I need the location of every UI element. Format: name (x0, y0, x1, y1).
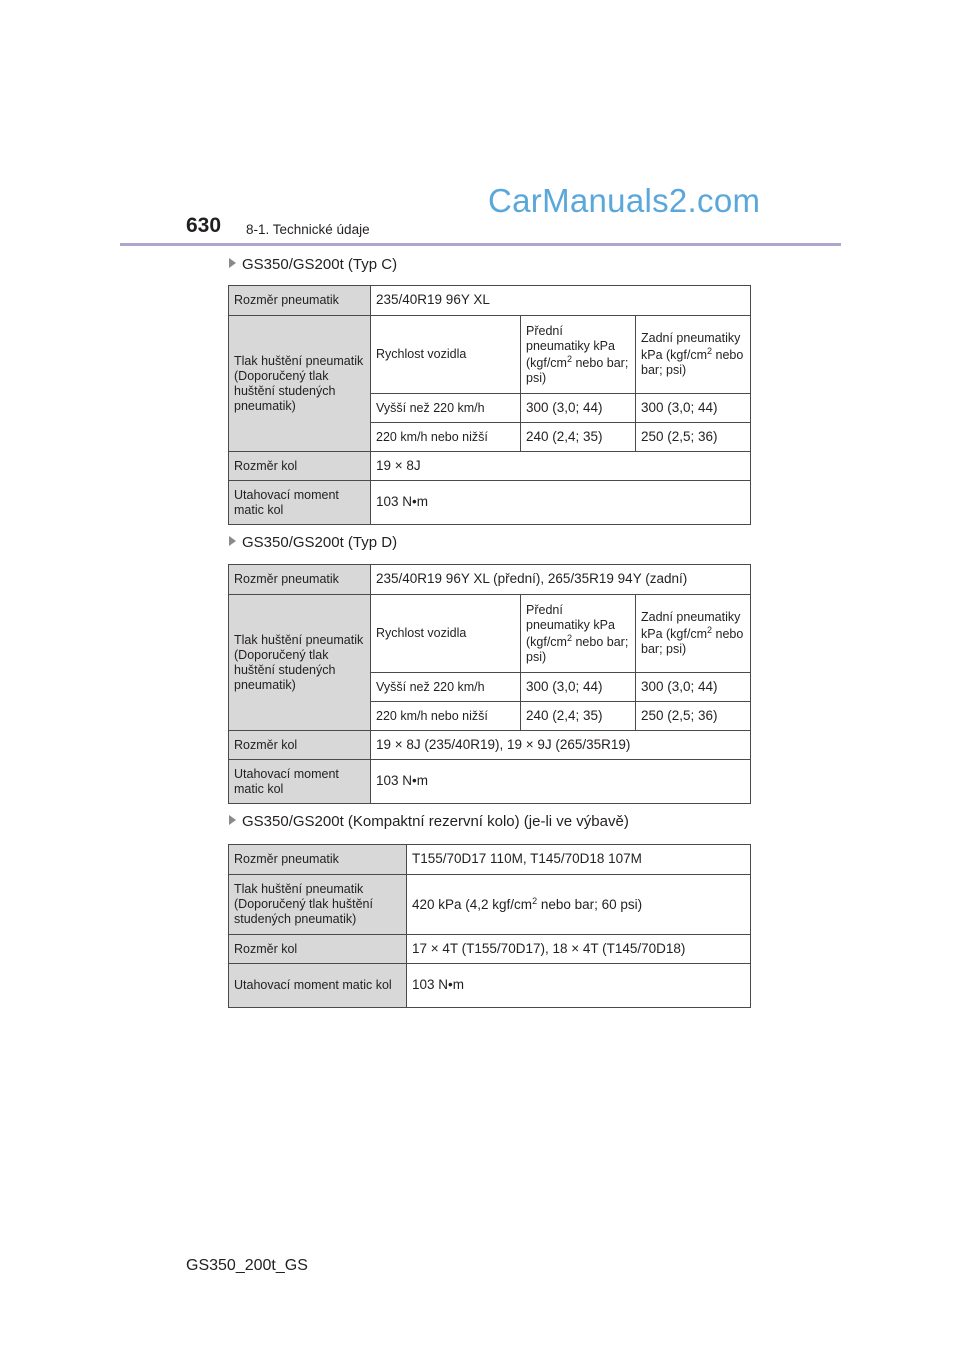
wheel-size-label: Rozměr kol (229, 935, 407, 964)
subheading-text: GS350/GS200t (Typ D) (242, 534, 398, 551)
footer-code: GS350_200t_GS (186, 1257, 308, 1274)
speed-cell: Vyšší než 220 km/h (371, 673, 521, 702)
wheel-size-value: 19 × 8J (371, 452, 751, 481)
torque-value: 103 N•m (371, 481, 751, 525)
table-row (229, 845, 751, 875)
rear-pressure-cell: 300 (3,0; 44) (636, 394, 751, 423)
tire-size-label: Rozměr pneumatik (229, 845, 407, 875)
rear-header: Zadní pneumatiky kPa ($kgf/cm^2$ nebo bar; psi) (636, 316, 751, 394)
subheading-spare (229, 813, 629, 830)
tire-size-value: T155/70D17 110M, T145/70D18 107M (407, 845, 751, 875)
wheel-size-value: 17 × 4T (T155/70D17), 18 × 4T (T145/70D18) (407, 935, 751, 964)
arrow-right-icon (229, 815, 236, 825)
watermark: CarManuals2.com (488, 182, 761, 219)
arrow-right-icon (229, 536, 236, 546)
table-row (229, 760, 751, 804)
table-typ-c (228, 285, 751, 525)
pressure-value: 420 kPa (4,2 kgf/$cm^2$ nebo bar; 60 psi) (407, 875, 751, 935)
table-row (229, 286, 751, 316)
pressure-label: Tlak huštění pneumatik (Doporučený tlak huštění studených pneumatik) (229, 316, 371, 452)
table-spare (228, 844, 751, 1008)
table-row (229, 935, 751, 964)
speed-cell: Vyšší než 220 km/h (371, 394, 521, 423)
rear-pressure-cell: 300 (3,0; 44) (636, 673, 751, 702)
torque-label: Utahovací moment matic kol (229, 481, 371, 525)
rear-pressure-cell: 250 (2,5; 36) (636, 423, 751, 452)
rear-header: Zadní pneumatiky kPa ($kgf/cm^2$ nebo bar; psi) (636, 595, 751, 673)
table-row (229, 595, 751, 673)
table-row (229, 731, 751, 760)
pressure-label: Tlak huštění pneumatik (Doporučený tlak huštění studených pneumatik) (229, 595, 371, 731)
rear-pressure-cell: 250 (2,5; 36) (636, 702, 751, 731)
front-pressure-cell: 300 (3,0; 44) (521, 673, 636, 702)
page-number: 630 (186, 214, 222, 237)
subheading-typ-c (229, 256, 397, 273)
subheading-text: GS350/GS200t (Typ C) (242, 256, 398, 273)
table-row (229, 452, 751, 481)
tire-size-label: Rozměr pneumatik (229, 565, 371, 595)
front-pressure-cell: 300 (3,0; 44) (521, 394, 636, 423)
front-pressure-cell: 240 (2,4; 35) (521, 702, 636, 731)
table-row (229, 565, 751, 595)
front-pressure-cell: 240 (2,4; 35) (521, 423, 636, 452)
torque-label: Utahovací moment matic kol (229, 964, 407, 1008)
table-typ-d (228, 564, 751, 804)
torque-value: 103 N•m (371, 760, 751, 804)
pressure-label: Tlak huštění pneumatik (Doporučený tlak huštění studených pneumatik) (229, 875, 407, 935)
speed-cell: 220 km/h nebo nižší (371, 423, 521, 452)
subheading-text: GS350/GS200t (Kompaktní rezervní kolo) (je-li ve výbavě) (242, 813, 629, 830)
tire-size-value: 235/40R19 96Y XL (přední), 265/35R19 94Y (zadní) (371, 565, 751, 595)
torque-label: Utahovací moment matic kol (229, 760, 371, 804)
table-row (229, 316, 751, 394)
front-header: Přední pneumatiky kPa ($kgf/cm^2$ nebo bar; psi) (521, 316, 636, 394)
table-row (229, 875, 751, 935)
subheading-typ-d (229, 534, 397, 551)
table-row (229, 481, 751, 525)
wheel-size-label: Rozměr kol (229, 731, 371, 760)
front-header: Přední pneumatiky kPa ($kgf/cm^2$ nebo bar; psi) (521, 595, 636, 673)
speed-cell: 220 km/h nebo nižší (371, 702, 521, 731)
torque-value: 103 N•m (407, 964, 751, 1008)
table-row (229, 964, 751, 1008)
wheel-size-value: 19 × 8J (235/40R19), 19 × 9J (265/35R19) (371, 731, 751, 760)
section-title: 8-1. Technické údaje (246, 222, 370, 237)
wheel-size-label: Rozměr kol (229, 452, 371, 481)
header-rule (120, 243, 841, 246)
speed-label: Rychlost vozidla (371, 316, 521, 394)
arrow-right-icon (229, 258, 236, 268)
tire-size-value: 235/40R19 96Y XL (371, 286, 751, 316)
speed-label: Rychlost vozidla (371, 595, 521, 673)
tire-size-label: Rozměr pneumatik (229, 286, 371, 316)
